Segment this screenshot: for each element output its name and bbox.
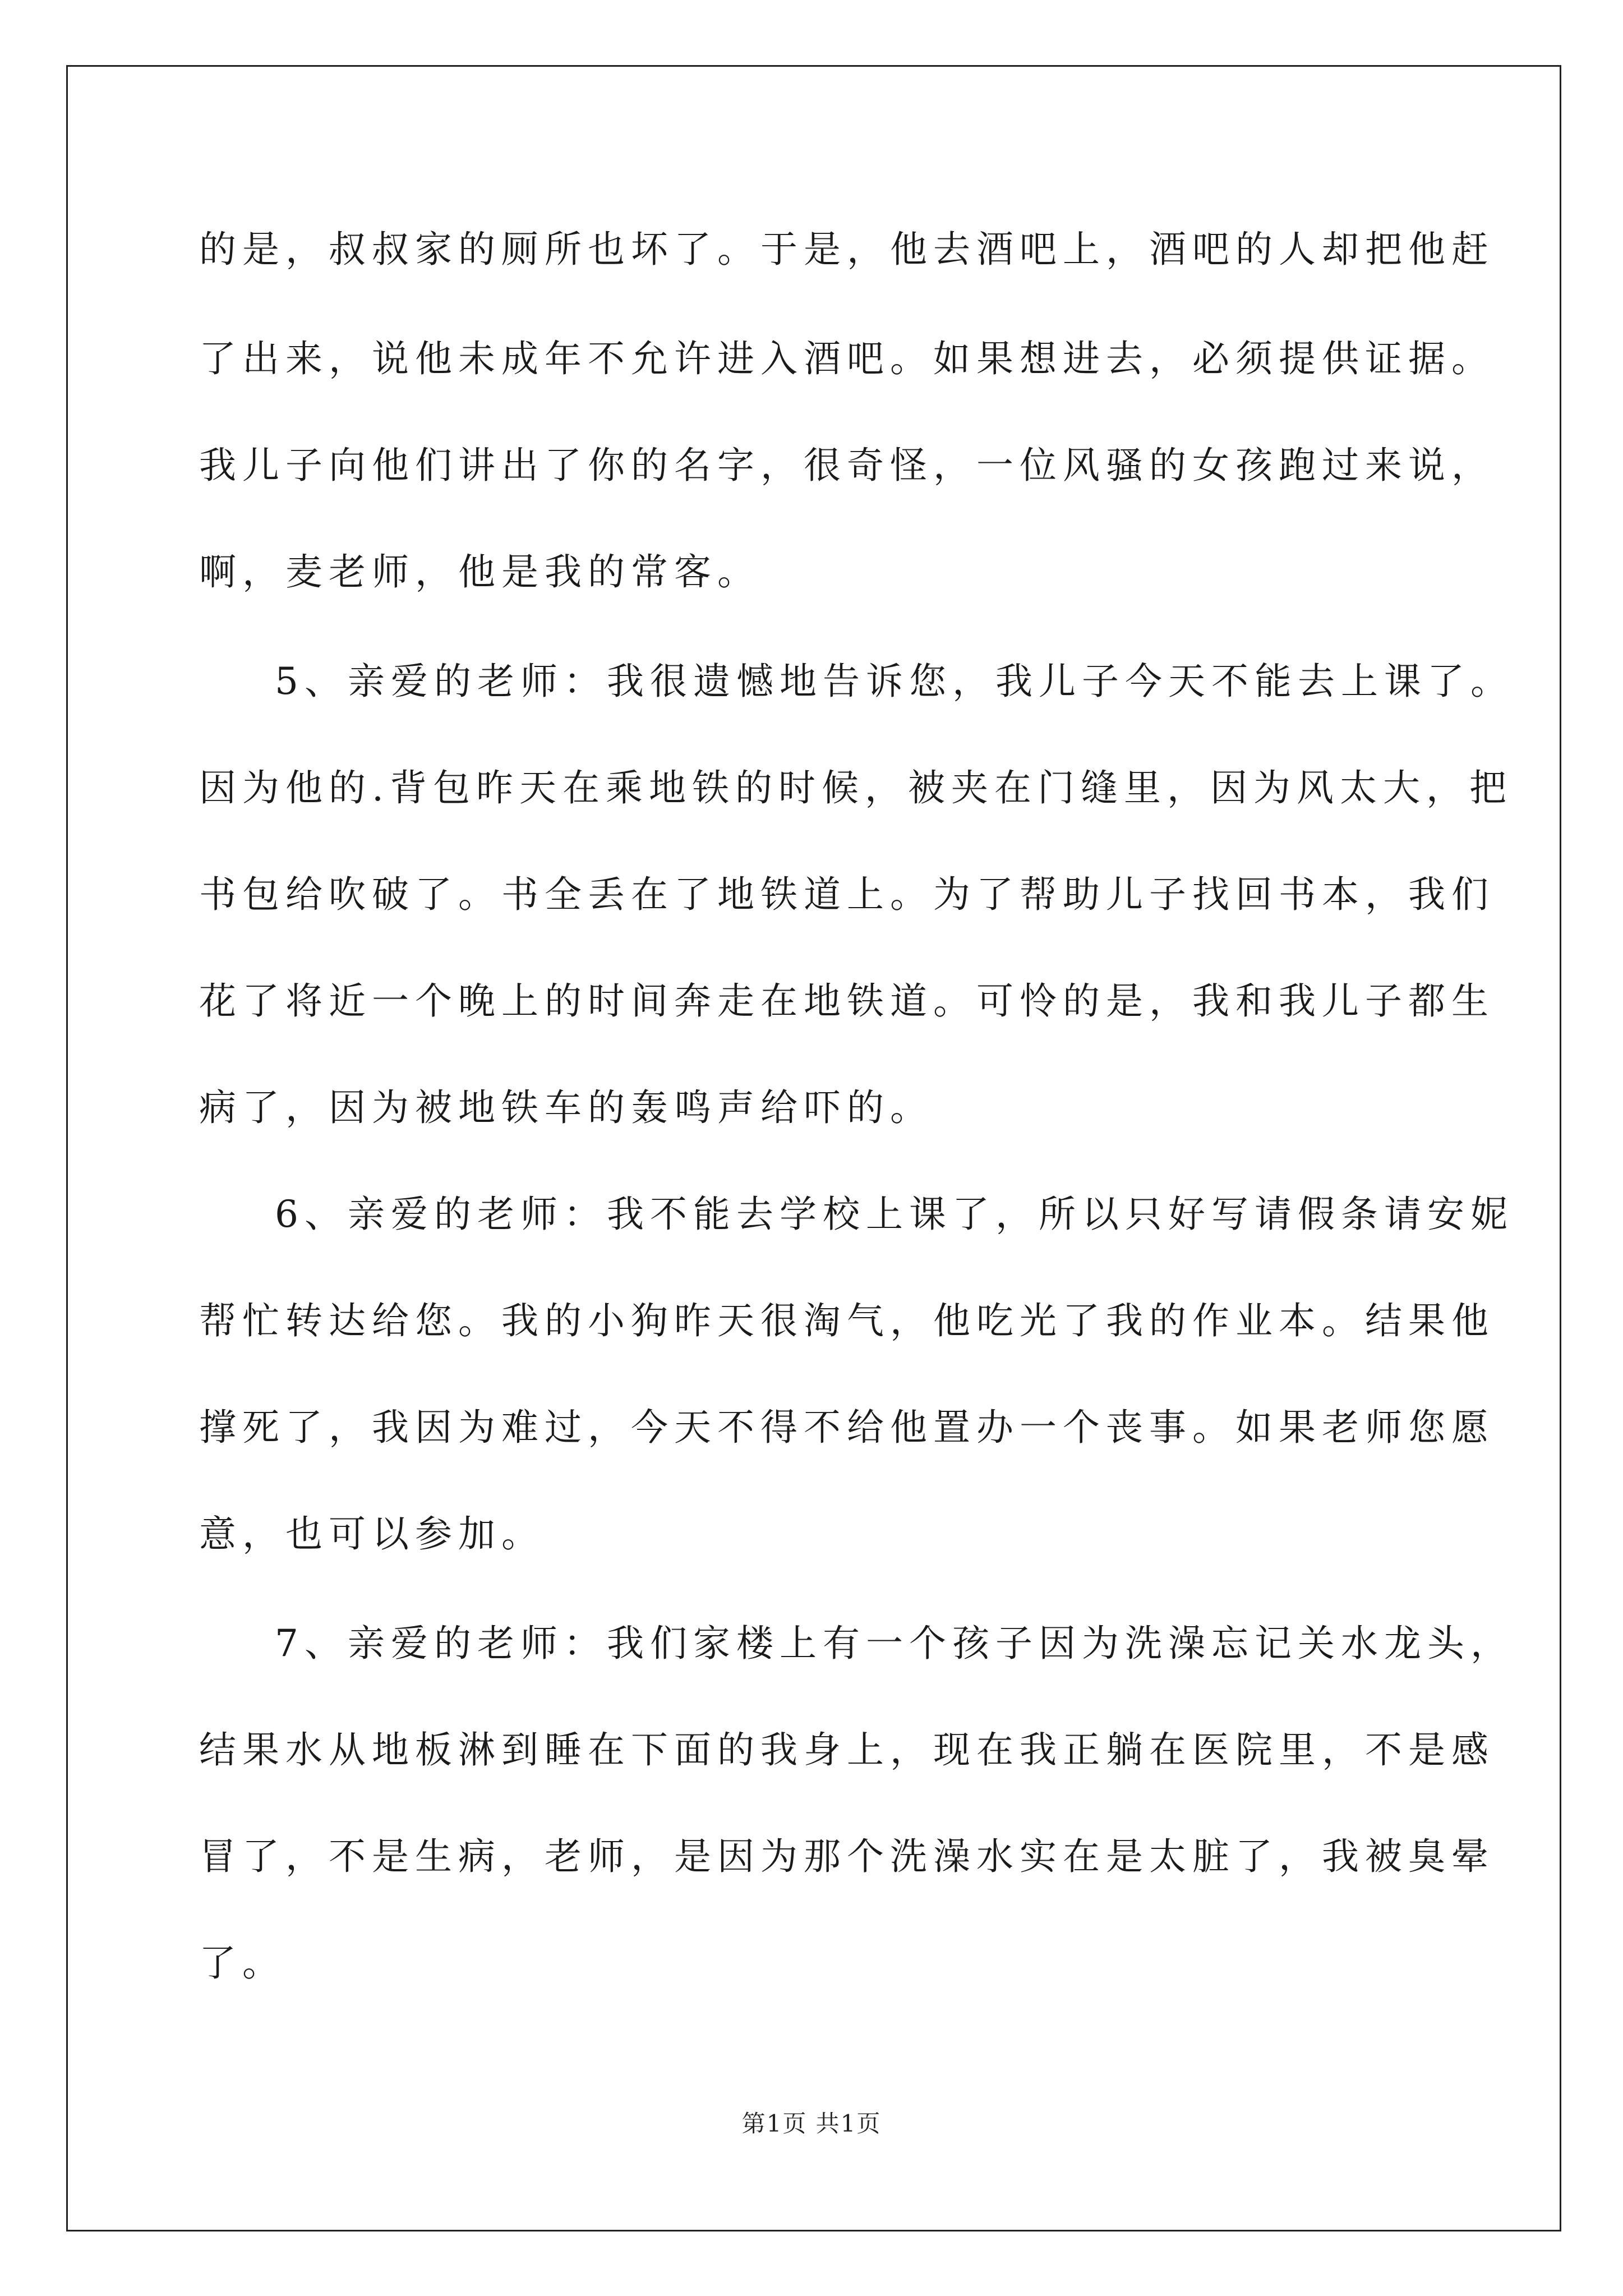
paragraph-2-line-1: 5、亲爱的老师：我很遗憾地告诉您，我儿子今天不能去上课了。 xyxy=(275,660,1514,703)
paragraph-3-line-1: 6、亲爱的老师：我不能去学校上课了，所以只好写请假条请安妮 xyxy=(275,1193,1514,1236)
page-border xyxy=(66,65,1561,2231)
paragraph-4-line-4: 了。 xyxy=(199,1941,285,1985)
paragraph-2-line-3: 书包给吹破了。书全丢在了地铁道上。为了帮助儿子找回书本，我们 xyxy=(199,873,1495,916)
paragraph-2-line-2: 因为他的.背包昨天在乘地铁的时候，被夹在门缝里，因为风太大，把 xyxy=(199,766,1513,809)
paragraph-3-line-4: 意，也可以参加。 xyxy=(199,1512,545,1556)
paragraph-4-line-3: 冒了，不是生病，老师，是因为那个洗澡水实在是太脏了，我被臭晕 xyxy=(199,1835,1495,1878)
paragraph-4-line-1: 7、亲爱的老师：我们家楼上有一个孩子因为洗澡忘记关水龙头， xyxy=(275,1622,1514,1665)
paragraph-2-line-5: 病了，因为被地铁车的轰鸣声给吓的。 xyxy=(199,1086,933,1129)
paragraph-1-line-3: 我儿子向他们讲出了你的名字，很奇怪，一位风骚的女孩跑过来说， xyxy=(199,444,1495,487)
paragraph-3-line-3: 撑死了，我因为难过，今天不得不给他置办一个丧事。如果老师您愿 xyxy=(199,1406,1495,1449)
paragraph-4-line-2: 结果水从地板淋到睡在下面的我身上，现在我正躺在医院里，不是感 xyxy=(199,1728,1495,1772)
page-footer: 第1页 共1页 xyxy=(741,2110,882,2137)
paragraph-1-line-4: 啊，麦老师，他是我的常客。 xyxy=(199,550,760,593)
paragraph-2-line-4: 花了将近一个晚上的时间奔走在地铁道。可怜的是，我和我儿子都生 xyxy=(199,979,1495,1023)
paragraph-3-line-2: 帮忙转达给您。我的小狗昨天很淘气，他吃光了我的作业本。结果他 xyxy=(199,1299,1495,1342)
paragraph-1-line-2: 了出来，说他未成年不允许进入酒吧。如果想进去，必须提供证据。 xyxy=(199,337,1495,380)
paragraph-1-line-1: 的是，叔叔家的厕所也坏了。于是，他去酒吧上，酒吧的人却把他赶 xyxy=(199,228,1495,271)
